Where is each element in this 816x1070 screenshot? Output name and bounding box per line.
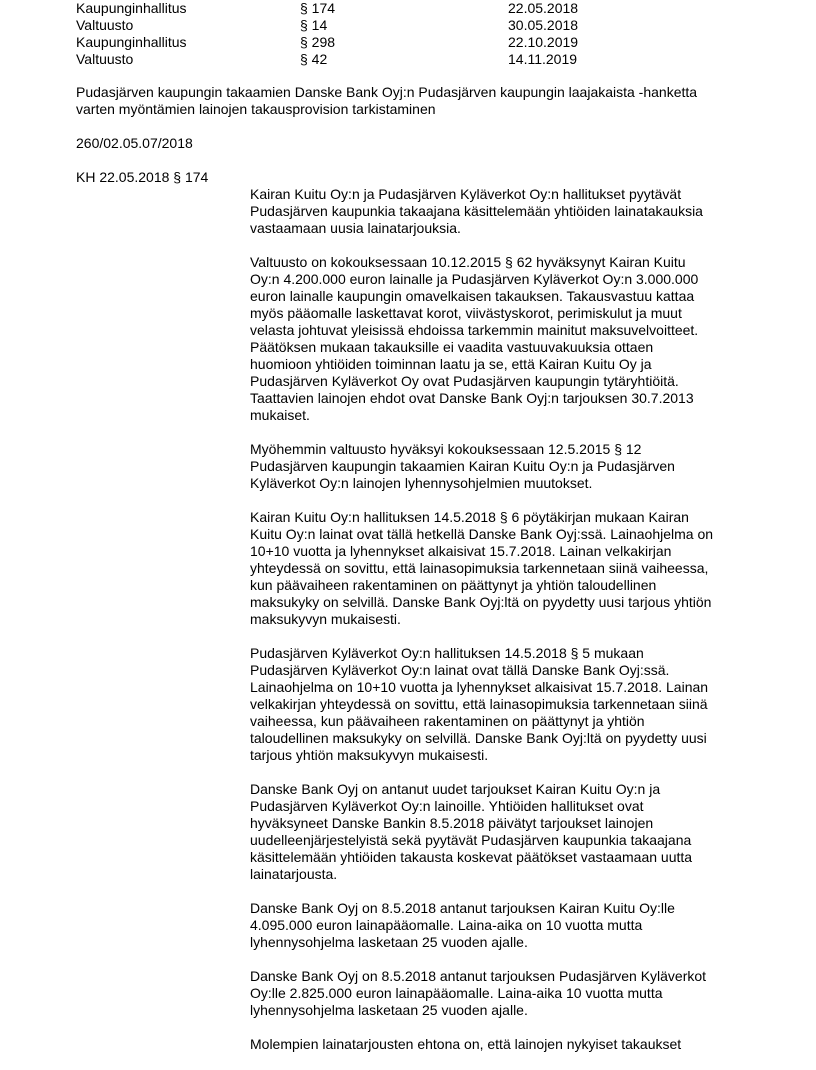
item-title (76, 84, 776, 118)
paragraph-line: Valtuusto on kokouksessaan 10.12.2015 § 62 hyväksynyt Kairan Kuitu (250, 254, 686, 270)
history-date: 30.05.2018 (508, 17, 579, 33)
paragraph (250, 509, 750, 628)
paragraph-line: vaiheessa, kun päävaiheen rakentaminen on päättynyt ja yhtiön (250, 713, 645, 729)
history-section: § 14 (300, 17, 328, 33)
decision-text (250, 186, 750, 1070)
paragraph-line: Taattavien lainojen ehdot ovat Danske Bank Oyj:n tarjouksen 30.7.2013 (250, 390, 694, 406)
history-row (76, 51, 776, 68)
history-body: Kaupunginhallitus (76, 34, 187, 50)
paragraph (250, 1036, 750, 1053)
paragraph-line: Oy:n 4.200.000 euron lainalle ja Pudasjärven Kyläverkot Oy:n 3.000.000 (250, 271, 699, 287)
paragraph-line: Molempien lainatarjousten ehtona on, että lainojen nykyiset takaukset (250, 1036, 682, 1052)
paragraph-line: Pudasjärven Kyläverkot Oy ovat Pudasjärven kaupungin tytäryhtiöitä. (250, 373, 679, 389)
paragraph-line: Danske Bank Oyj on 8.5.2018 antanut tarjouksen Pudasjärven Kyläverkot (250, 968, 707, 984)
history-row (76, 0, 776, 17)
history-section: § 42 (300, 51, 328, 67)
paragraph-line: Kyläverkot Oy:n lainojen lyhennysohjelmien muutokset. (250, 475, 593, 491)
paragraph-line: euron lainalle kaupungin omavelkaisen takauksen. Takausvastuu kattaa (250, 288, 695, 304)
paragraph-line: Oy:lle 2.825.000 euron lainapääomalle. Laina-aika 10 vuotta mutta (250, 985, 663, 1001)
paragraph-line: Pudasjärven Kyläverkot Oy:n lainat ovat tällä Danske Bank Oyj:ssä. (250, 662, 670, 678)
paragraph-line: Myöhemmin valtuusto hyväksyi kokouksessaan 12.5.2015 § 12 (250, 441, 642, 457)
paragraph-line: lyhennysohjelma lasketaan 25 vuoden ajalle. (250, 934, 528, 950)
paragraph-line: kun päävaiheen rakentaminen on päättynyt ja yhtiön taloudellinen (250, 577, 657, 593)
paragraph (250, 900, 750, 951)
history-row (76, 17, 776, 34)
paragraph-line: uudelleenjärjestelyistä sekä pyytävät Pudasjärven kaupunkia takaajana (250, 832, 692, 848)
paragraph-line: maksukyky on selvillä. Danske Bank Oyj:ltä on pyydetty uusi tarjous yhtiön (250, 594, 712, 610)
paragraph-line: Lainaohjelma on 10+10 vuotta ja lyhennykset alkaisivat 15.7.2018. Lainan (250, 679, 709, 695)
paragraph-line: Kuitu Oy:n lainat ovat tällä hetkellä Danske Bank Oyj:ssä. Lainaohjelma on (250, 526, 714, 542)
paragraph-line: velkakirjan yhteydessä on sovittu, että lainasopimuksia tarkennetaan siinä (250, 696, 708, 712)
paragraph-line: 4.095.000 euron lainapääomalle. Laina-aika on 10 vuotta mutta (250, 917, 643, 933)
history-section: § 298 (300, 34, 336, 50)
history-section: § 174 (300, 0, 336, 16)
paragraph (250, 186, 750, 237)
history-date: 22.05.2018 (508, 0, 579, 16)
paragraph (250, 781, 750, 883)
paragraph-line: käsittelemään yhtiöiden takausta koskevat päätökset vastaamaan uutta (250, 849, 693, 865)
paragraph-line: Pudasjärven Kyläverkot Oy:n hallituksen 14.5.2018 § 5 mukaan (250, 645, 644, 661)
paragraph-line: Kairan Kuitu Oy:n hallituksen 14.5.2018 § 6 pöytäkirjan mukaan Kairan (250, 509, 689, 525)
record-number: 260/02.05.07/2018 (76, 135, 193, 151)
paragraph-line: velasta johtuvat yleisissä ehdoissa tarkemmin mainitut maksuvelvoitteet. (250, 322, 699, 338)
paragraph-line: taloudellinen maksukyky on selvillä. Danske Bank Oyj:ltä on pyydetty uusi (250, 730, 707, 746)
paragraph-line: Pudasjärven Kyläverkot Oy:n lainoille. Yhtiöiden hallitukset ovat (250, 798, 644, 814)
paragraph-line: Danske Bank Oyj on 8.5.2018 antanut tarjouksen Kairan Kuitu Oy:lle (250, 900, 675, 916)
paragraph-line: vastaamaan uusia lainatarjouksia. (250, 220, 461, 236)
paragraph (250, 968, 750, 1019)
paragraph (250, 441, 750, 492)
item-title-line: varten myöntämien lainojen takausprovision tarkistaminen (76, 101, 436, 117)
paragraph-line: Päätöksen mukaan takauksille ei vaadita vastuuvakuuksia ottaen (250, 339, 654, 355)
paragraph-line: Pudasjärven kaupungin takaamien Kairan Kuitu Oy:n ja Pudasjärven (250, 458, 675, 474)
meeting-reference: KH 22.05.2018 § 174 (76, 169, 209, 185)
paragraph-line: maksukyvyn mukaisesti. (250, 611, 401, 627)
paragraph-line: 10+10 vuotta ja lyhennykset alkaisivat 15.7.2018. Lainan velkakirjan (250, 543, 672, 559)
paragraph-line: Pudasjärven kaupunkia takaajana käsittelemään yhtiöiden lainatakauksia (250, 203, 703, 219)
history-date: 22.10.2019 (508, 34, 579, 50)
history-body: Kaupunginhallitus (76, 0, 187, 16)
item-title-line: Pudasjärven kaupungin takaamien Danske Bank Oyj:n Pudasjärven kaupungin laajakaista -hanketta (76, 84, 698, 100)
history-date: 14.11.2019 (508, 51, 578, 67)
history-row (76, 34, 776, 51)
paragraph-line: mukaiset. (250, 407, 310, 423)
paragraph-line: huomioon yhtiöiden toiminnan laatu ja se, että Kairan Kuitu Oy ja (250, 356, 652, 372)
history-body: Valtuusto (76, 51, 134, 67)
paragraph-line: Kairan Kuitu Oy:n ja Pudasjärven Kyläverkot Oy:n hallitukset pyytävät (250, 186, 682, 202)
paragraph (250, 645, 750, 764)
paragraph-line: yhteydessä on sovittu, että lainasopimuksia tarkennetaan siinä vaiheessa, (250, 560, 709, 576)
paragraph-line: Danske Bank Oyj on antanut uudet tarjoukset Kairan Kuitu Oy:n ja (250, 781, 661, 797)
paragraph-line: myös pääomalle laskettavat korot, viivästyskorot, perimiskulut ja muut (250, 305, 682, 321)
history-body: Valtuusto (76, 17, 134, 33)
paragraph-line: lainatarjousta. (250, 866, 338, 882)
paragraph (250, 254, 750, 424)
paragraph-line: lyhennysohjelma lasketaan 25 vuoden ajalle. (250, 1002, 528, 1018)
paragraph-line: tarjous yhtiön maksukyvyn mukaisesti. (250, 747, 489, 763)
paragraph-line: hyväksyneet Danske Bankin 8.5.2018 päivätyt tarjoukset lainojen (250, 815, 654, 831)
